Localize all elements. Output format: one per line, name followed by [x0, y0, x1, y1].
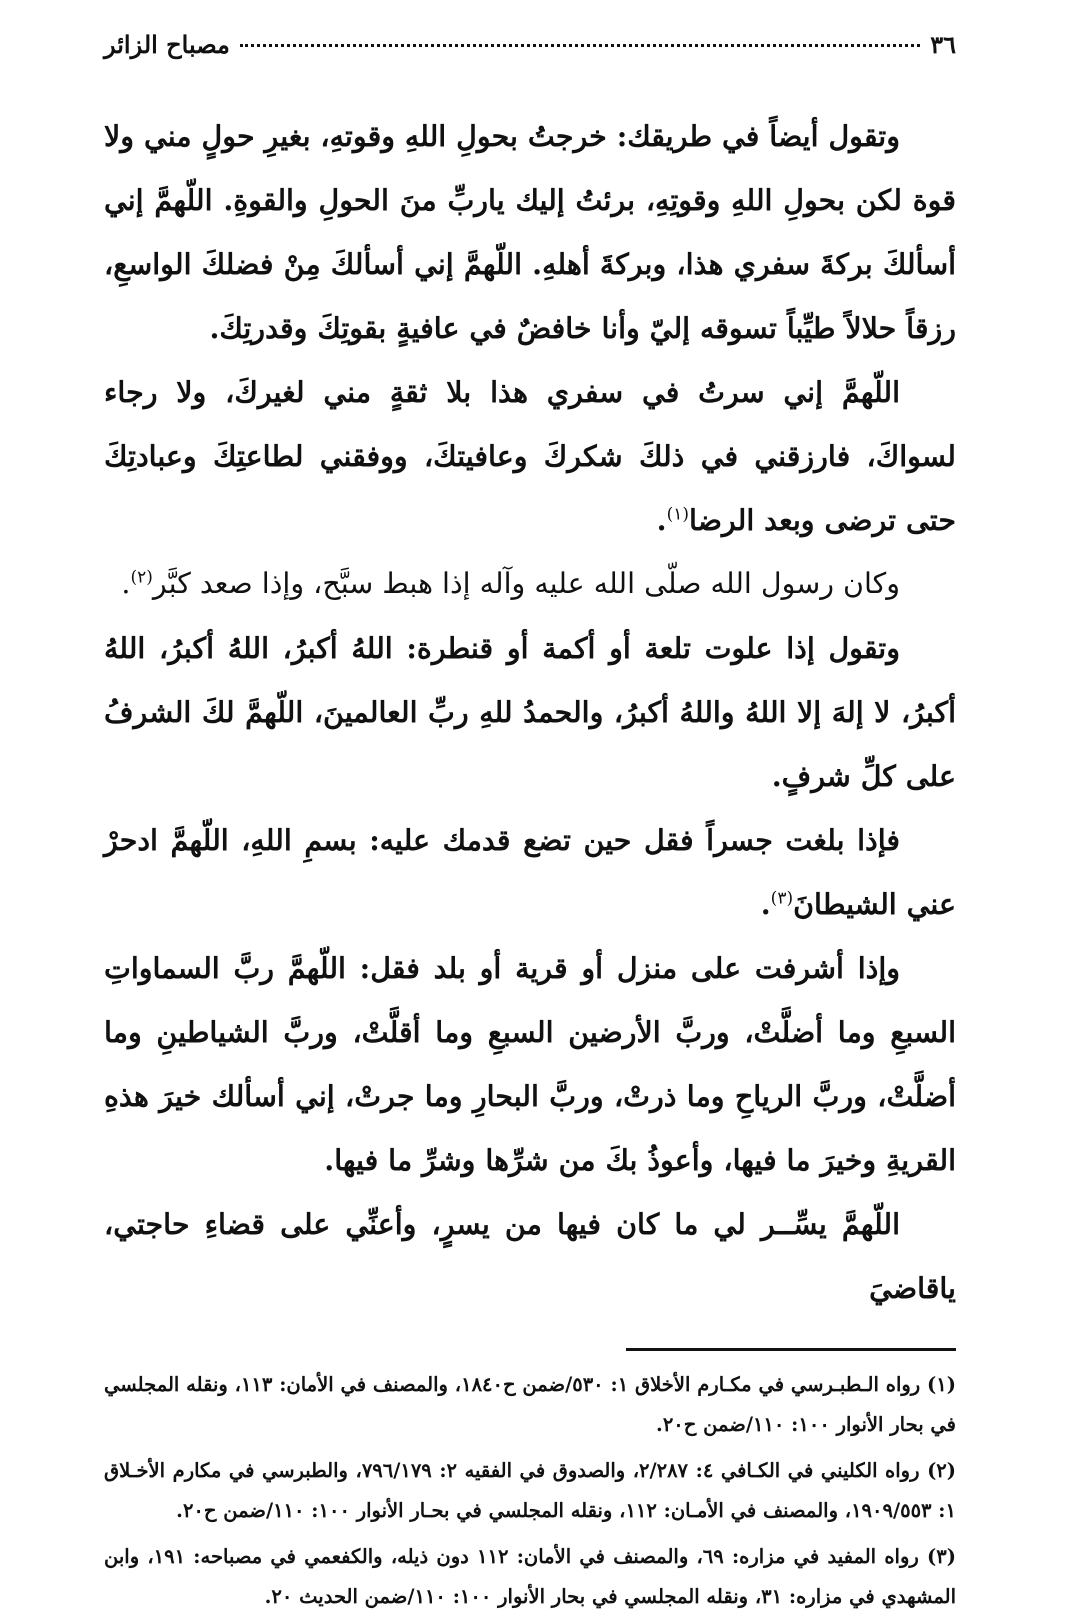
- paragraph-travel-prayer: وتقول أيضاً في طريقك: خرجتُ بحولِ اللهِ وقوتهِ، بغيرِ حولٍ مني ولا قوة لكن بحولِ اللهِ وقوتِهِ، برئتُ إليك ياربِّ منَ الحولِ والقوةِ. اللّهمَّ إني أسألكَ بركةَ سفري هذا، وبركةَ أهلهِ. اللّهمَّ إني أسألكَ مِنْ فضلكَ الواسعِ، رزقاً حلالاً طيِّباً تسوقه إليّ وأنا خافضٌ في عافيةٍ بقوتِكَ وقدرتِكَ.: [104, 119, 956, 345]
- footnotes: [104, 1365, 956, 1617]
- footnote-1: (١) رواه الـطبـرسي في مكـارم الأخلاق ١: ٥٣٠/ضمن ح١٨٤٠، والمصنف في الأمان: ١١٣، ونقله المجلسي في بحار الأنوار ١٠٠: ١١٠/ضمن ح٢٠.: [104, 1373, 956, 1436]
- running-header: [104, 30, 956, 74]
- footnote-ref-1[interactable]: (١): [666, 504, 690, 525]
- paragraph-journey-prayer: اللّهمَّ إني سرتُ في سفري هذا بلا ثقةٍ مني لغيركَ، ولا رجاء لسواكَ، فارزقني في ذلكَ شكركَ وعافيتكَ، ووفقني لطاعتِكَ وعبادتِكَ حتى ترضى وبعد الرضا$^{(١)}$.: [104, 375, 956, 537]
- paragraph-prophet-practice: وكان رسول الله صلّى الله عليه وآله إذا هبط سبَّح، وإذا صعد كبَّر$^{(٢)}$.: [121, 567, 900, 600]
- book-title: مصباح الزائر: [104, 30, 230, 59]
- dotted-leader: [240, 44, 920, 47]
- page-number: ٣٦: [930, 30, 956, 59]
- footnote-2: (٢) رواه الكليني في الكـافي ٤: ٢/٢٨٧، والصدوق في الفقيه ٢: ٧٩٦/١٧٩، والطبرسي في مكارم الأخـلاق ١: ١٩٠٩/٥٥٣، والمصنف في الأمـان: ١١٢، ونقله المجلسي في بحـار الأنوار ١٠٠: ١١٠/ضمن ح٢٠.: [104, 1459, 957, 1522]
- footnote-ref-3[interactable]: (٣): [770, 888, 794, 909]
- footnote-ref-2[interactable]: (٢): [130, 567, 153, 588]
- footnote-3: (٣) رواه المفيد في مزاره: ٦٩، والمصنف في الأمان: ١١٢ دون ذيله، والكفعمي في مصباحه: ١٩١، وابن المشهدي في مزاره: ٣١، ونقله المجلسي في بحار الأنوار ١٠٠: ١١٠/ضمن الحديث ٢٠.: [104, 1545, 956, 1608]
- paragraph-ease: اللّهمَّ يسِّــر لي ما كان فيها من يسرٍ، وأعنِّي على قضاءِ حاجتي، ياقاضيَ: [104, 1207, 956, 1305]
- body-text: [104, 104, 956, 1320]
- footnote-separator: [626, 1348, 956, 1351]
- book-page: [104, 30, 956, 1623]
- paragraph-village: وإذا أشرفت على منزل أو قرية أو بلد فقل: اللّهمَّ ربَّ السماواتِ السبعِ وما أضلَّتْ، وربَّ الأرضين السبعِ وما أقلَّتْ، وربَّ الشياطينِ وما أضلَّتْ، وربَّ الرياحِ وما ذرتْ، وربَّ البحارِ وما جرتْ، إني أسألك خيرَ هذهِ القريةِ وخيرَ ما فيها، وأعوذُ بكَ من شرِّها وشرِّ ما فيها.: [104, 951, 956, 1177]
- paragraph-bridge: فإذا بلغت جسراً فقل حين تضع قدمك عليه: بسمِ اللهِ، اللّهمَّ ادحرْ عني الشيطانَ$^{(٣)}$.: [104, 823, 956, 921]
- paragraph-takbir: وتقول إذا علوت تلعة أو أكمة أو قنطرة: اللهُ أكبرُ، اللهُ أكبرُ، اللهُ أكبرُ، لا إلهَ إلا اللهُ واللهُ أكبرُ، والحمدُ للهِ ربِّ العالمينَ، اللّهمَّ لكَ الشرفُ على كلِّ شرفٍ.: [104, 631, 956, 793]
